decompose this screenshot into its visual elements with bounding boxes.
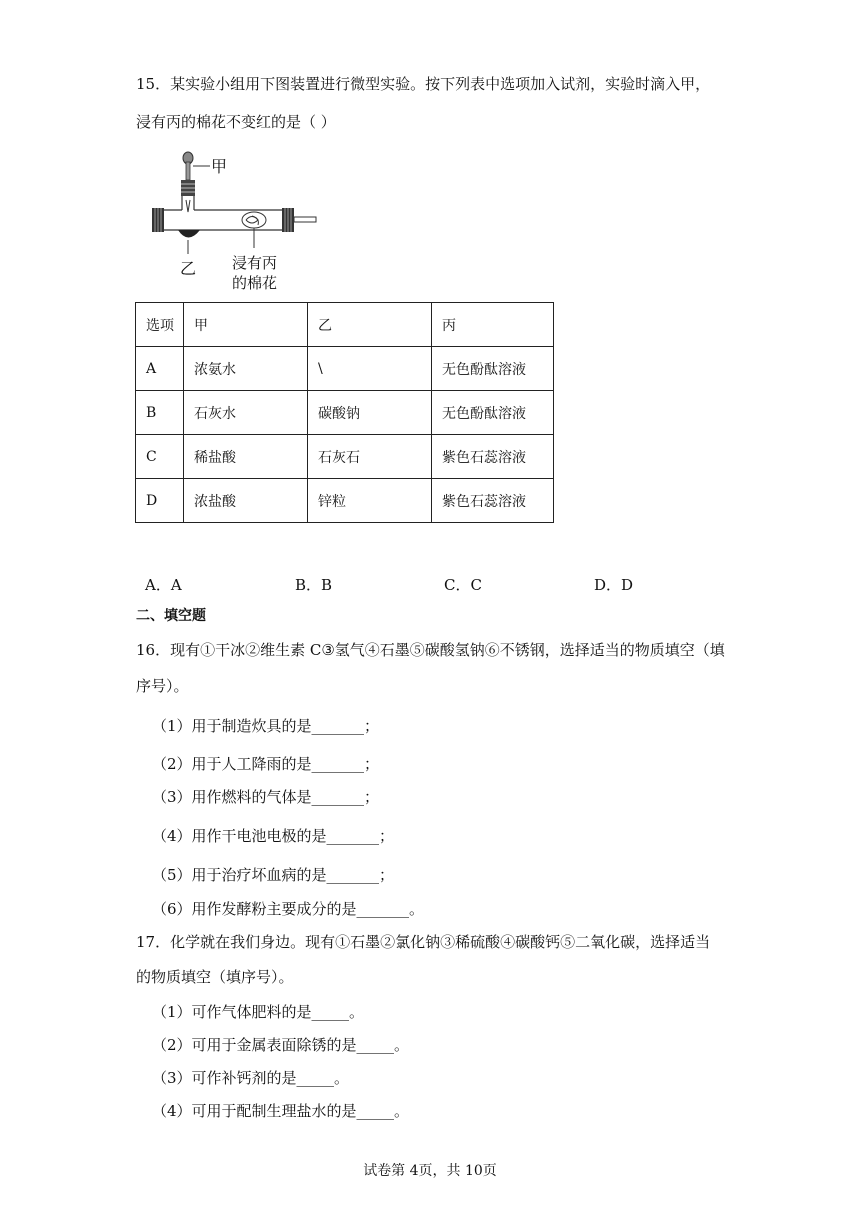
table-header-cell: 丙 [432, 303, 554, 347]
q16-item: （6）用作发酵粉主要成分的是_______。 [152, 900, 425, 918]
table-cell: 碳酸钠 [308, 391, 432, 435]
table-cell: \ [308, 347, 432, 391]
q16-item: （3）用作燃料的气体是_______； [152, 788, 380, 806]
table-cell: 石灰石 [308, 435, 432, 479]
table-cell: B [136, 391, 184, 435]
outlet-tube [294, 217, 316, 222]
q17-item: （4）可用于配制生理盐水的是_____。 [152, 1102, 410, 1120]
q15-stem-line2: 浸有丙的棉花不变红的是（ ） [136, 113, 336, 131]
table-cell: 紫色石蕊溶液 [432, 479, 554, 523]
dropper-stem [186, 162, 190, 180]
table-row [136, 391, 554, 435]
page-footer: 试卷第 4页，共 10页 [363, 1163, 497, 1179]
q16-item: （4）用作干电池电极的是_______； [152, 827, 395, 845]
table-cell: 稀盐酸 [184, 435, 308, 479]
q15-stem-line1: 15．某实验小组用下图装置进行微型实验。按下列表中选项加入试剂，实验时滴入甲， [136, 75, 711, 93]
label-bing-line1: 浸有丙 [232, 254, 278, 272]
table-cell: 无色酚酞溶液 [432, 347, 554, 391]
q16-item: （5）用于治疗坏血病的是_______； [152, 866, 395, 884]
label-bing-line2: 的棉花 [232, 274, 278, 292]
table-row [136, 435, 554, 479]
table-cell: 锌粒 [308, 479, 432, 523]
table-cell: D [136, 479, 184, 523]
q17-item: （3）可作补钙剂的是_____。 [152, 1069, 350, 1087]
table-row [136, 479, 554, 523]
choice-c[interactable]: C．C [444, 576, 482, 594]
table-header-cell: 甲 [184, 303, 308, 347]
table-header-cell: 选项 [136, 303, 184, 347]
label-yi: 乙 [180, 259, 197, 278]
table-cell: 紫色石蕊溶液 [432, 435, 554, 479]
q16-item: （2）用于人工降雨的是_______； [152, 755, 380, 773]
table-cell: 无色酚酞溶液 [432, 391, 554, 435]
table-cell: 浓盐酸 [184, 479, 308, 523]
apparatus-diagram [148, 150, 328, 296]
q17-item: （2）可用于金属表面除锈的是_____。 [152, 1036, 410, 1054]
q17-stem-line1: 17．化学就在我们身边。现有①石墨②氯化钠③稀硫酸④碳酸钙⑤二氧化碳，选择适当 [136, 933, 711, 951]
table-header-row [136, 303, 554, 347]
table-cell: C [136, 435, 184, 479]
table-row [136, 347, 554, 391]
choice-d[interactable]: D．D [594, 576, 634, 594]
cotton-ball [242, 212, 266, 228]
table-header-cell: 乙 [308, 303, 432, 347]
q16-item: （1）用于制造炊具的是_______； [152, 717, 380, 735]
choice-b[interactable]: B．B [295, 576, 333, 594]
table-cell: 浓氨水 [184, 347, 308, 391]
q16-stem-line2: 序号）。 [136, 677, 189, 695]
reagent-yi-bowl [178, 230, 200, 238]
section-title: 二、填空题 [136, 608, 206, 624]
table-cell: A [136, 347, 184, 391]
choice-a[interactable]: A．A [145, 576, 182, 594]
label-jia: 甲 [211, 157, 228, 176]
q16-stem-line1: 16．现有①干冰②维生素 C③氢气④石墨⑤碳酸氢钠⑥不锈钢，选择适当的物质填空（填 [136, 641, 725, 659]
reagent-options-table [135, 302, 554, 523]
q17-item: （1）可作气体肥料的是_____。 [152, 1003, 365, 1021]
q17-stem-line2: 的物质填空（填序号）。 [136, 968, 294, 986]
table-cell: 石灰水 [184, 391, 308, 435]
